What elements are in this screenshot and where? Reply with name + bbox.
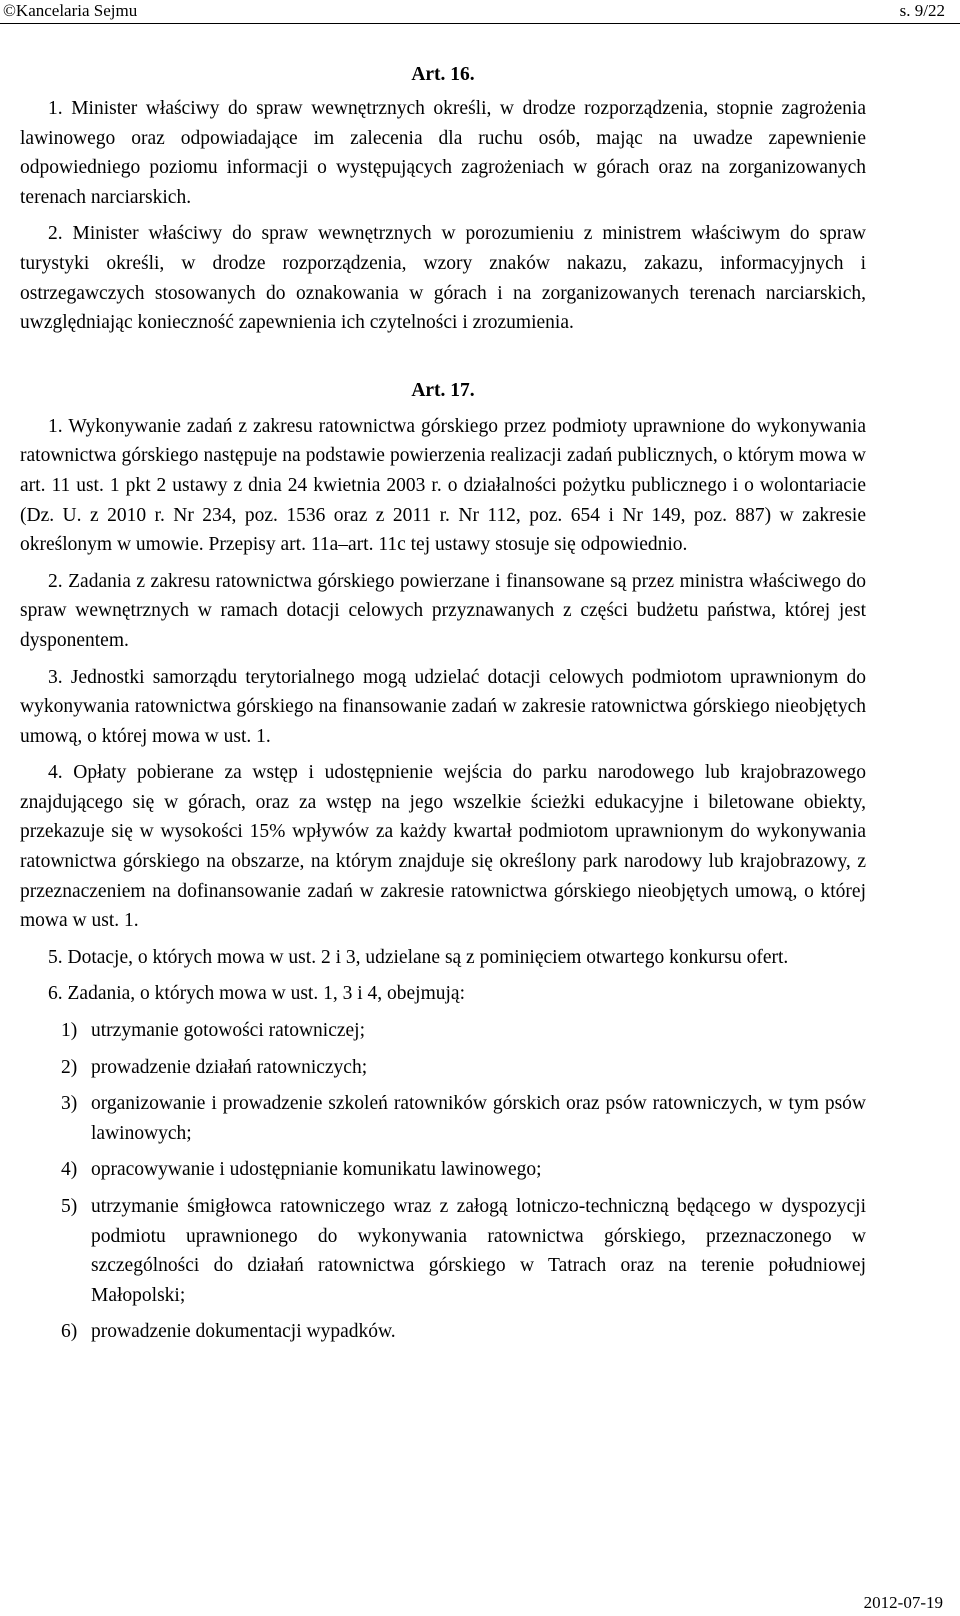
page-number: s. 9/22 xyxy=(899,1,945,20)
paragraph-number: 2. xyxy=(48,570,63,592)
list-item-text: organizowanie i prowadzenie szkoleń ratowników górskich oraz psów ratowniczych, w tym psów lawinowych; xyxy=(91,1093,866,1144)
article-17-paragraph-6 xyxy=(20,979,866,1009)
article-17-paragraph-4 xyxy=(20,758,866,936)
document-body xyxy=(20,60,866,1354)
article-17-paragraph-3 xyxy=(20,663,866,752)
paragraph-text: Minister właściwy do spraw wewnętrznych w porozumieniu z ministrem właściwym do spraw turystyki określi, w drodze rozporządzenia, wzory znaków nakazu, zakazu, informacyjnych i ostrzegawczych stosowanych do oznakowania w górach i na zorganizowanych terenach narciarskich, uwzględniając konieczność zapewnienia ich czytelności i zrozumienia. xyxy=(20,223,866,334)
paragraph-text: Dotacje, o których mowa w ust. 2 i 3, udzielane są z pominięciem otwartego konkursu ofert. xyxy=(67,946,789,968)
list-item xyxy=(20,1317,866,1347)
list-item-number: 5) xyxy=(61,1196,78,1217)
list-item-number: 6) xyxy=(61,1321,78,1343)
list-item xyxy=(20,1053,866,1083)
list-item-number: 3) xyxy=(61,1093,78,1115)
paragraph-number: 2. xyxy=(48,223,63,245)
page-header xyxy=(0,0,960,24)
paragraph-text: Zadania z zakresu ratownictwa górskiego powierzane i finansowane są przez ministra właściwego do spraw wewnętrznych w ramach dotacji celowych przyznawanych z części budżetu państwa, której jest dysponentem. xyxy=(20,570,867,651)
list-item-number: 4) xyxy=(61,1159,78,1181)
paragraph-number: 3. xyxy=(48,666,63,688)
article-17-paragraph-5 xyxy=(20,943,866,973)
document-date: 2012-07-19 xyxy=(863,1593,943,1612)
paragraph-text: Minister właściwy do spraw wewnętrznych określi, w drodze rozporządzenia, stopnie zagrożenia lawinowego oraz odpowiadające im zalecenia dla ruchu osób, mając na uwadze zapewnienie odpowiedniego poziomu informacji o występujących zagrożeniach w górach oraz na zorganizowanych terenach narciarskich. xyxy=(20,98,867,208)
paragraph-number: 5. xyxy=(48,946,63,968)
list-item xyxy=(20,1155,866,1185)
article-16-paragraph-1 xyxy=(20,94,866,212)
article-16-paragraph-2 xyxy=(20,219,866,337)
task-list xyxy=(20,1016,866,1347)
header-divider xyxy=(0,23,960,24)
paragraph-text: Opłaty pobierane za wstęp i udostępnienie wejścia do parku narodowego lub krajobrazowego znajdującego się w górach, oraz za wstęp na jego wszelkie ścieżki edukacyjne i biletowane obiekty, przekazuje się w wysokości 15% wpływów za każdy kwartał podmiotom uprawnionym do wykonywania ratownictwa górskiego na obszarze, na którym znajduje się określony park narodowy lub krajobrazowy, z przeznaczeniem na dofinansowanie zadań w zakresie ratownictwa górskiego nieobjętych umową, o której mowa w ust. 1. xyxy=(20,762,866,932)
list-item-text: utrzymanie gotowości ratowniczej; xyxy=(91,1020,365,1042)
paragraph-text: Jednostki samorządu terytorialnego mogą udzielać dotacji celowych podmiotom uprawnionym do wykonywania ratownictwa górskiego na finansowanie zadań w zakresie ratownictwa górskiego nieobjętych umową, o której mowa w ust. 1. xyxy=(20,666,867,747)
list-item-number: 2) xyxy=(61,1056,78,1078)
article-16-title: Art. 16. xyxy=(411,64,475,85)
article-17-paragraph-1 xyxy=(20,412,866,560)
list-item-text: utrzymanie śmigłowca ratowniczego wraz z załogą lotniczo-techniczną będącego w dyspozycji podmiotu uprawnionego do wykonywania ratownictwa górskiego, przeznaczonego w szczególności do działań ratownictwa górskiego w Tatrach oraz na terenie południowej Małopolski; xyxy=(91,1196,866,1306)
paragraph-number: 1. xyxy=(48,415,63,437)
paragraph-number: 6. xyxy=(48,983,63,1005)
paragraph-number: 4. xyxy=(48,762,63,784)
list-item-text: prowadzenie dokumentacji wypadków. xyxy=(91,1321,396,1343)
article-17-title: Art. 17. xyxy=(411,379,475,401)
paragraph-text: Wykonywanie zadań z zakresu ratownictwa górskiego przez podmioty uprawnione do wykonywania ratownictwa górskiego następuje na podstawie powierzenia realizacji zadań publicznych, o którym mowa w art. 11 ust. 1 pkt 2 ustawy z dnia 24 kwietnia 2003 r. o działalności pożytku publicznego i o wolontariacie (Dz. U. z 2010 r. Nr 234, poz. 1536 oraz z 2011 r. Nr 112, poz. 654 i Nr 149, poz. 887) w zakresie określonym w umowie. Przepisy art. 11a–art. 11c tej ustawy stosuje się odpowiednio. xyxy=(20,415,866,556)
list-item xyxy=(20,1016,866,1046)
paragraph-text: Zadania, o których mowa w ust. 1, 3 i 4, obejmują: xyxy=(67,983,466,1005)
list-item-text: opracowywanie i udostępnianie komunikatu lawinowego; xyxy=(91,1159,542,1181)
list-item-text: prowadzenie działań ratowniczych; xyxy=(91,1056,368,1078)
paragraph-number: 1. xyxy=(48,98,63,119)
list-item xyxy=(20,1192,866,1310)
publisher-label: ©Kancelaria Sejmu xyxy=(3,1,138,20)
list-item-number: 1) xyxy=(61,1020,78,1042)
article-17-paragraph-2 xyxy=(20,567,866,656)
list-item xyxy=(20,1089,866,1148)
